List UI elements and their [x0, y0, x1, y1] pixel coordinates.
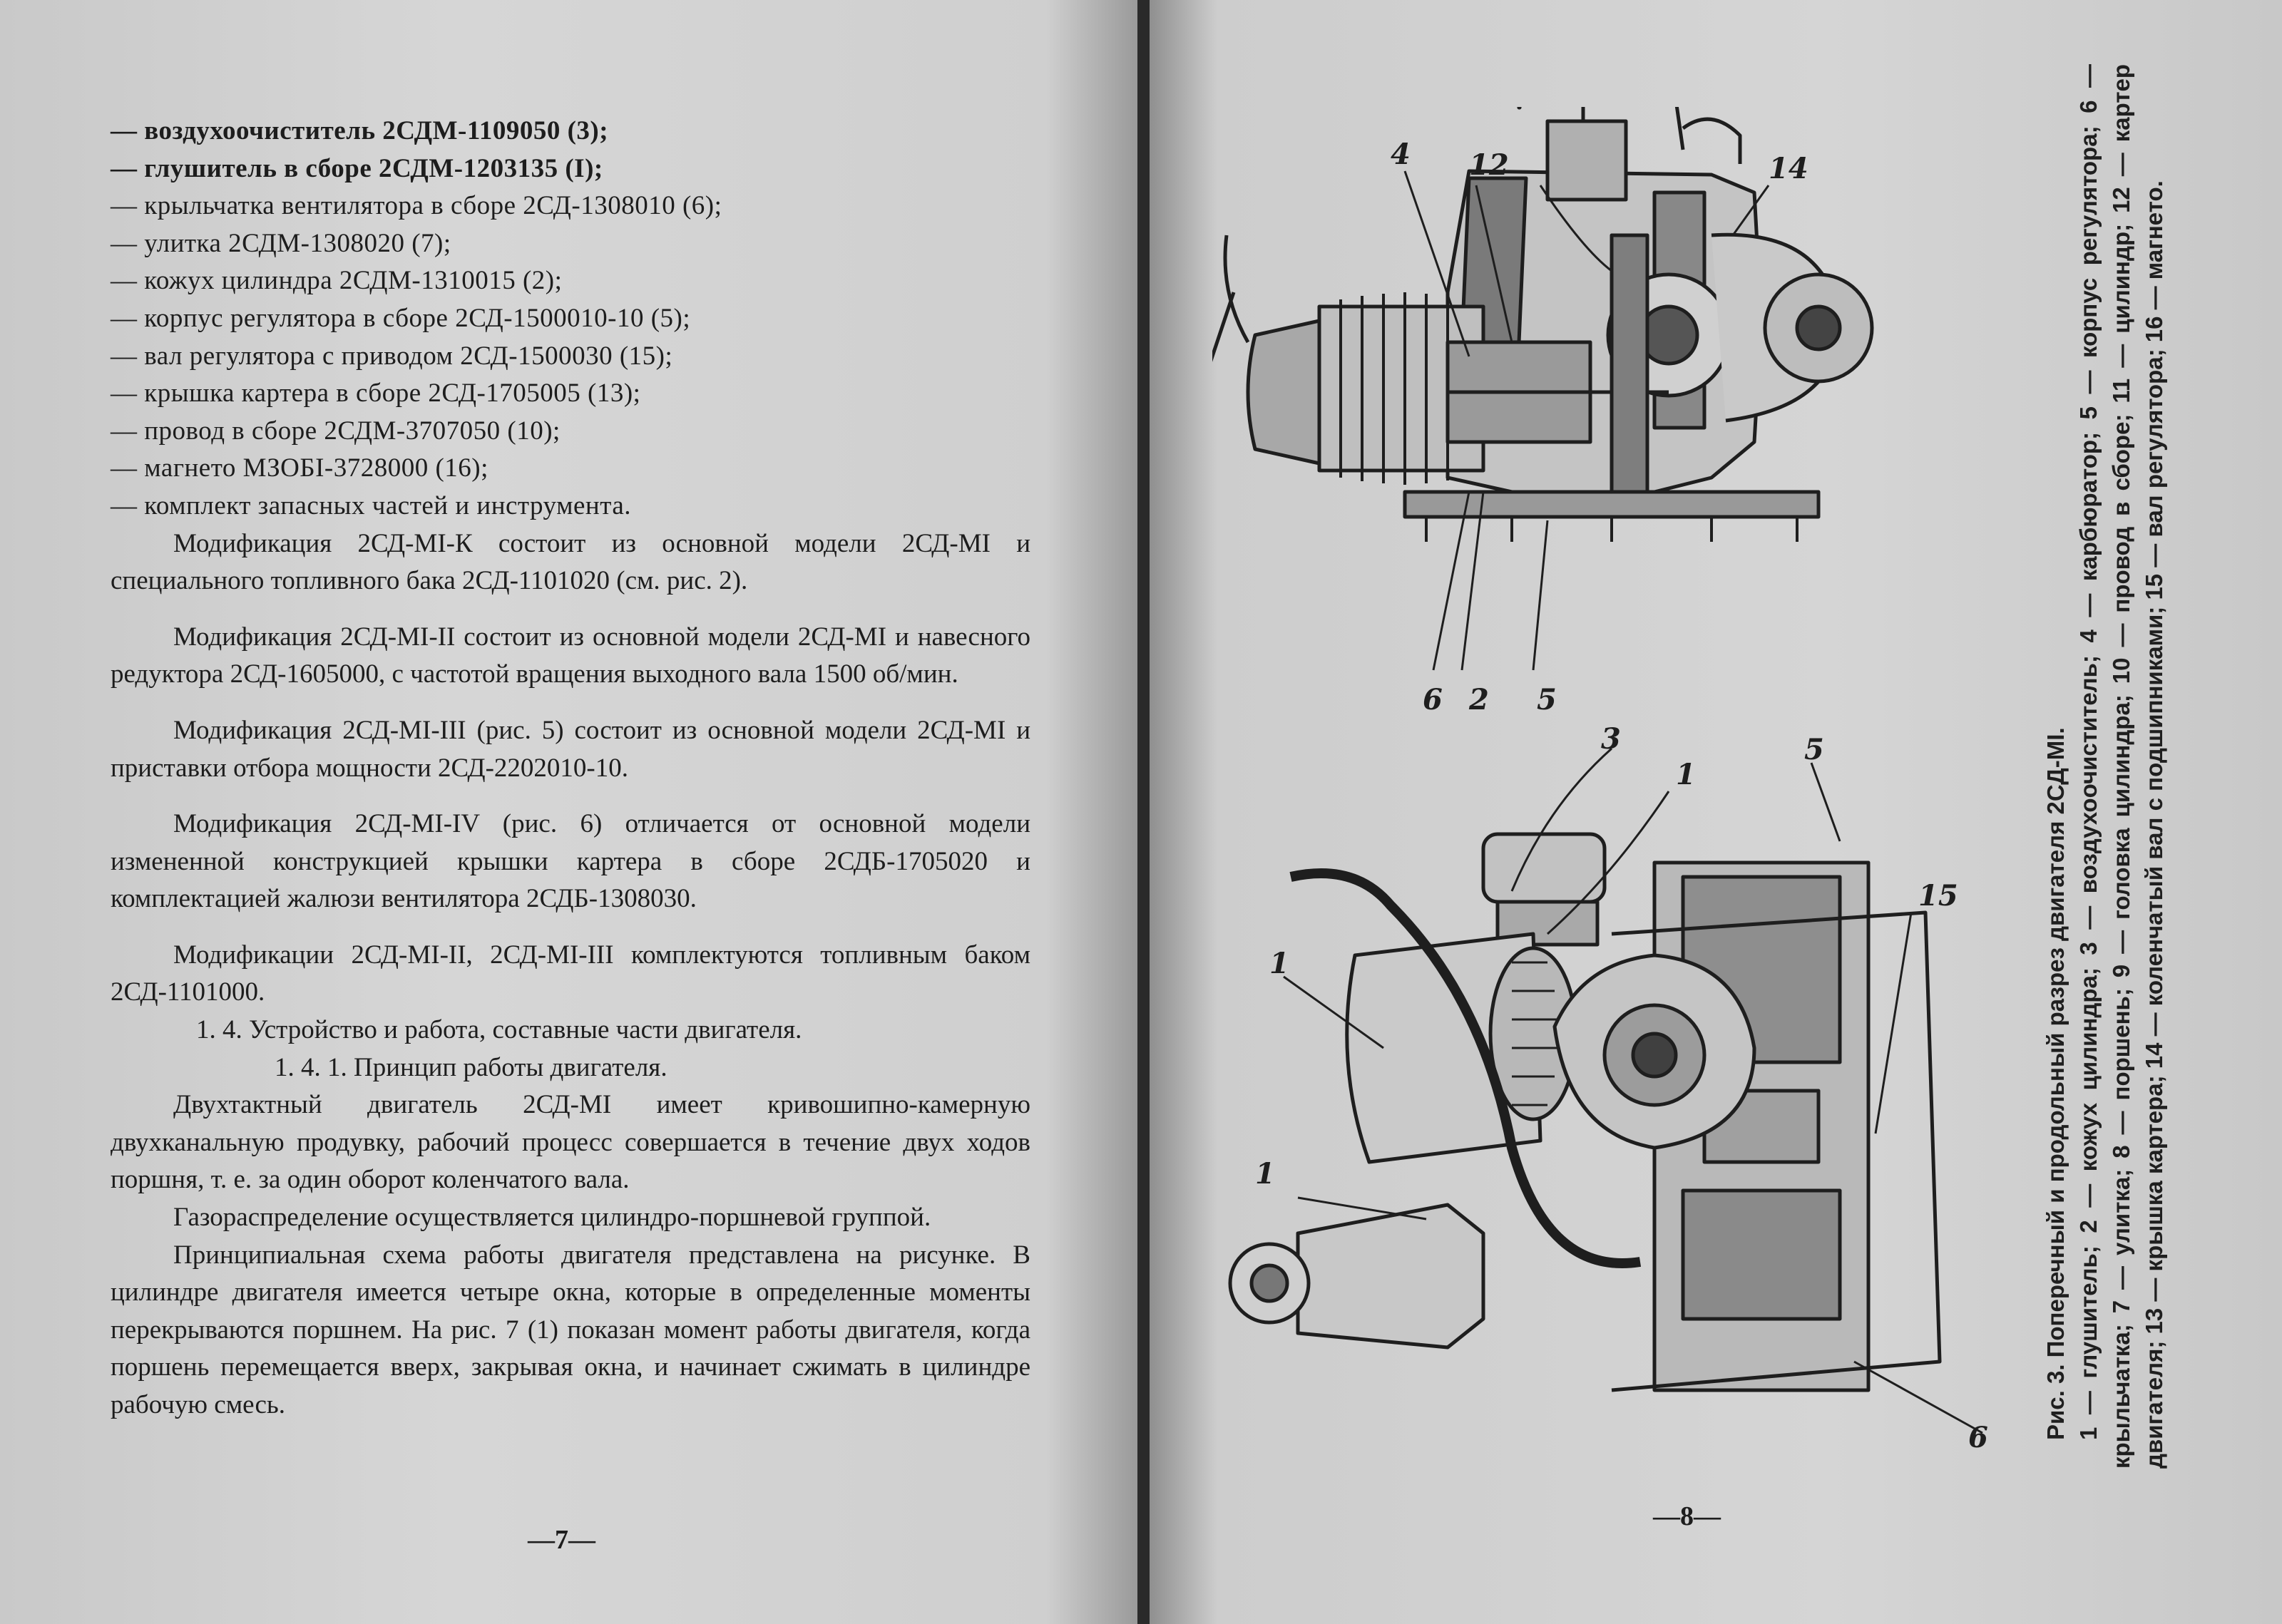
- parts-list-item: — комплект запасных частей и инструмента.: [111, 490, 632, 520]
- longitudinal-section-view: [1230, 749, 1982, 1433]
- parts-list-item: — улитка 2СДМ-1308020 (7);: [111, 228, 451, 258]
- modification-paragraph: Модификация 2СД-МI-IV (рис. 6) отличается от основной модели измененной конструкцией крышки картера в сборе 2СДБ-1705020 и комплектацией жалюзи вентилятора 2СДБ-1308030.: [111, 809, 1030, 914]
- left-page: [0, 0, 1137, 1624]
- figure-callout: 4: [1391, 138, 1411, 171]
- modification-paragraph: Модификация 2СД-МI-К состоит из основной модели 2СД-МI и специального топливного бака 2СД-1101020 (см. рис. 2).: [111, 528, 1030, 596]
- figure-callout: 6: [1423, 683, 1443, 716]
- parts-list-item: — кожух цилиндра 2СДМ-1310015 (2);: [111, 266, 563, 296]
- parts-list-item: — магнето МЗОБI-3728000 (16);: [111, 453, 488, 483]
- section-heading: 1. 4. Устройство и работа, составные части двигателя.: [196, 1015, 802, 1045]
- figure-caption: [2040, 64, 2218, 1469]
- body-paragraph: Принципиальная схема работы двигателя представлена на рисунке. В цилиндре двигателя имеется четыре окна, которые в определенные моменты перекрываются поршнем. На рис. 7 (1) показан момент работы двигателя, когда поршень перемещается вверх, закрывая окна, и начинает сжимать в цилиндре рабочую смесь.: [111, 1240, 1030, 1419]
- parts-list-item: — провод в сборе 2СДМ-3707050 (10);: [111, 416, 561, 446]
- parts-list-item: — крышка картера в сборе 2СД-1705005 (13);: [111, 379, 641, 408]
- parts-list-item: — крыльчатка вентилятора в сборе 2СД-1308010 (6);: [111, 191, 722, 221]
- parts-list-item: — корпус регулятора в сборе 2СД-1500010-10 (5);: [111, 303, 691, 333]
- modification-paragraph: Модификация 2СД-МI-III (рис. 5) состоит из основной модели 2СД-МI и приставки отбора мощности 2СД-2202010-10.: [111, 715, 1030, 783]
- figure-callout: 5: [1804, 733, 1824, 766]
- parts-list-item: — воздухоочиститель 2СДМ-1109050 (3);: [111, 116, 609, 145]
- figure-caption-title: Рис. 3. Поперечный и продольный разрез двигателя 2СД-МI.: [2042, 727, 2069, 1440]
- left-page-text: [111, 113, 1030, 1424]
- figure-callout: 12: [1469, 148, 1509, 182]
- figure-callout: 14: [1769, 152, 1808, 185]
- page-number-right: —8—: [1653, 1501, 1721, 1531]
- book-gutter: [1137, 0, 1150, 1624]
- figure-callout: 5: [1537, 683, 1557, 716]
- modification-paragraph: Модификация 2СД-МI-II состоит из основной модели 2СД-МI и навесного редуктора 2СД-1605000, с частотой вращения выходного вала 1500 об/мин.: [111, 622, 1030, 689]
- body-paragraph: Двухтактный двигатель 2СД-МI имеет кривошипно-камерную двухканальную продувку, рабочий процесс совершается в течение двух ходов поршня, т. е. за один оборот коленчатого вала.: [111, 1090, 1030, 1195]
- page-number-left: —7—: [528, 1525, 595, 1555]
- body-paragraph: Газораспределение осуществляется цилиндро-поршневой группой.: [173, 1203, 931, 1233]
- modification-paragraph: Модификации 2СД-МI-II, 2СД-МI-III комплектуются топливным баком 2СД-1101000.: [111, 940, 1030, 1007]
- figure-callout: 1: [1255, 1157, 1275, 1191]
- parts-list-item: — глушитель в сборе 2СДМ-1203135 (I);: [111, 153, 603, 183]
- figure-callout: 3: [1601, 722, 1621, 756]
- figure-caption-legend: 1 — глушитель; 2 — кожух цилиндра; 3 — воздухоочиститель; 4 — карбюратор; 5 — корпус регулятора; 6 — крыльчатка; 7 — улитка; 8 — поршень; 9 — головка цилиндра; 10 — провод в сборе; 11 — цилиндр; 12 — картер двигателя; 13 — крышка картера; 14 — коленчатый вал с подшипниками; 15 — вал регулятора; 16 — магнето.: [2075, 64, 2167, 1469]
- cross-section-view: [1212, 107, 1872, 670]
- figure-callout: 2: [1469, 683, 1489, 716]
- figure-callout: 1: [1676, 758, 1696, 791]
- parts-list-item: — вал регулятора с приводом 2СД-1500030 (15);: [111, 341, 673, 371]
- figure-callout: 15: [1918, 879, 1958, 913]
- figure-callout: 1: [1269, 947, 1289, 980]
- engine-section-drawing: [1212, 107, 2047, 1497]
- figure-callout: 6: [1968, 1421, 1988, 1454]
- subsection-heading: 1. 4. 1. Принцип работы двигателя.: [275, 1052, 667, 1082]
